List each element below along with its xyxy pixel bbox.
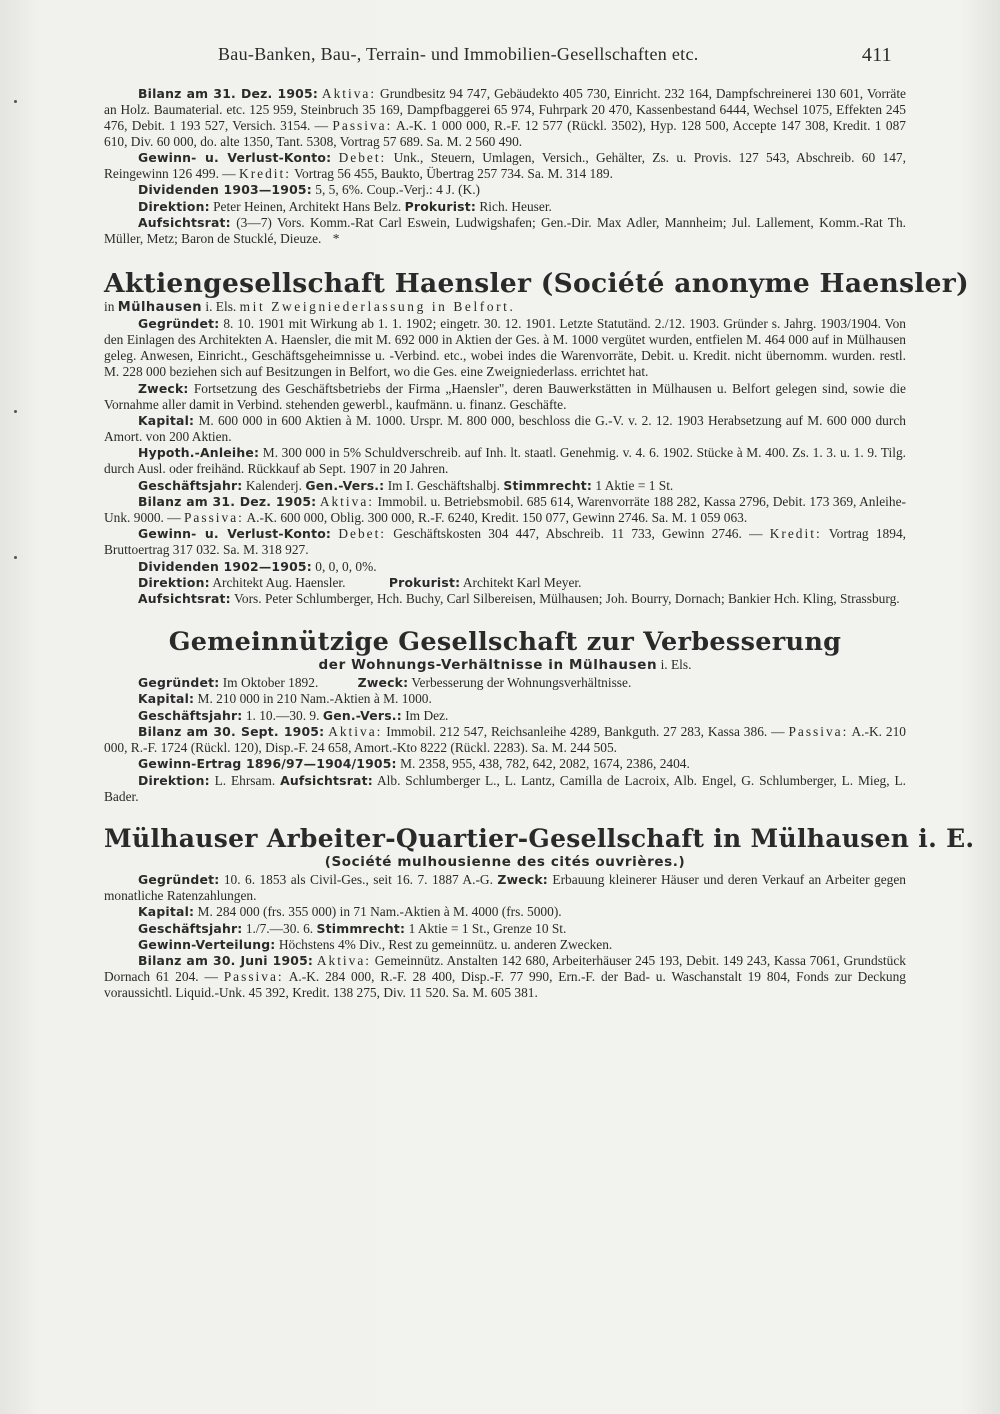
kapital-label: Kapital: bbox=[138, 412, 195, 428]
kapital-text: M. 210 000 in 210 Nam.-Aktien à M. 1000. bbox=[197, 691, 432, 707]
direktion-label: Direktion: bbox=[138, 574, 210, 590]
subtitle-in: in bbox=[104, 299, 115, 315]
entry-continuation bbox=[104, 86, 906, 247]
gewinnverteilung-paragraph bbox=[104, 937, 906, 953]
aktiva-text: Gemeinnütz. Anstalten 142 680, Arbeiterhäuser 245 193, Debit. 149 243, Kassa 7061, Grundstück Dornach 61 204. — bbox=[104, 953, 906, 985]
entry-gemeinnuetzige bbox=[104, 627, 906, 804]
direktion-text: Peter Heinen, Architekt Hans Belz. bbox=[213, 198, 402, 214]
subtitle-branch: mit Zweigniederlassung in Belfort. bbox=[239, 299, 516, 315]
stimmrecht-label: Stimmrecht: bbox=[316, 920, 406, 936]
asterisk-mark: * bbox=[332, 231, 340, 247]
zweck-label: Zweck: bbox=[138, 380, 189, 396]
dividenden-paragraph bbox=[104, 182, 906, 198]
genvers-text: Im Dez. bbox=[405, 707, 449, 723]
kapital-paragraph bbox=[104, 413, 906, 445]
aufsichtsrat-text: Alb. Schlumberger L., L. Lantz, Camilla de Lacroix, Alb. Engel, G. Schlumberger, L. Mieg, L. Bader. bbox=[104, 772, 906, 804]
geschaeftsjahr-label: Geschäftsjahr: bbox=[138, 920, 243, 936]
stimmrecht-text: 1 Aktie = 1 St., Grenze 10 St. bbox=[408, 920, 567, 936]
margin-speck bbox=[14, 556, 17, 559]
hypoth-label: Hypoth.-Anleihe: bbox=[138, 445, 260, 461]
page-body bbox=[104, 86, 975, 1002]
guv-label: Gewinn- u. Verlust-Konto: bbox=[138, 526, 332, 542]
gegruendet-label: Gegründet: bbox=[138, 674, 220, 690]
aktiva-label: Aktiva: bbox=[319, 493, 374, 509]
bilanz-paragraph bbox=[104, 494, 906, 526]
prokurist-text: Rich. Heuser. bbox=[479, 198, 552, 214]
company-title: Aktiengesellschaft Haensler (Société anonyme Haensler) bbox=[104, 268, 969, 300]
gegruendet-paragraph bbox=[104, 872, 906, 904]
zweck-label: Zweck: bbox=[497, 871, 548, 887]
aktiva-label: Aktiva: bbox=[316, 953, 371, 969]
passiva-text: A.-K. 1 000 000, R.-F. 12 577 (Rückl. 3502), Hyp. 128 500, Accepte 147 308, Kredit. 1 087 610, Div. 60 000, do. alte 1350, Tant. 5308, Vortrag 57 689. Sa. M. 2 560 490. bbox=[104, 117, 907, 149]
subtitle-bold: (Société mulhousienne des cités ouvrières.) bbox=[324, 854, 686, 871]
gegruendet-label: Gegründet: bbox=[138, 871, 220, 887]
genvers-text: Im I. Geschäftshalbj. bbox=[387, 477, 501, 493]
hypoth-text: M. 300 000 in 5% Schuldverschreib. auf Inh. lt. staatl. Genehmig. v. 4. 6. 1902. Stücke à M. 400. Zs. 1. 3. u. 1. 9. Tilg. durch Ausl. oder freihänd. Rückkauf ab Sept. 1907 in 20 Jahren. bbox=[104, 445, 906, 477]
dividenden-label: Dividenden 1902—1905: bbox=[138, 558, 312, 574]
aktiva-text: Immobil. u. Betriebsmobil. 685 614, Warenvorräte 188 282, Kassa 2796, Debit. 173 369, Anleihe-Unk. 9000. — bbox=[104, 493, 906, 525]
aufsichtsrat-label: Aufsichtsrat: bbox=[280, 772, 373, 788]
gegruendet-label: Gegründet: bbox=[138, 316, 220, 332]
aktiva-label: Aktiva: bbox=[328, 723, 383, 739]
dividenden-label: Dividenden 1903—1905: bbox=[138, 182, 312, 198]
passiva-text: A.-K. 210 000, R.-F. 1724 (Rückl. 120), Disp.-F. 24 658, Amort.-Kto 8222 (Rückl. 2283). Sa. M. 244 505. bbox=[104, 723, 906, 755]
page-number: 411 bbox=[861, 44, 892, 66]
passiva-label: Passiva: bbox=[183, 509, 244, 525]
genvers-label: Gen.-Vers.: bbox=[322, 707, 402, 723]
prokurist-text: Architekt Karl Meyer. bbox=[462, 574, 582, 590]
genvers-label: Gen.-Vers.: bbox=[305, 477, 385, 493]
gegruendet-text: Im Oktober 1892. bbox=[222, 674, 319, 690]
aufsichtsrat-text: (3—7) Vors. Komm.-Rat Carl Eswein, Ludwigshafen; Gen.-Dir. Max Adler, Mannheim; Jul. Lallement, Komm.-Rat Th. Müller, Metz; Baron de Stucklé, Dieuze. bbox=[104, 215, 906, 247]
margin-speck bbox=[14, 100, 17, 103]
passiva-label: Passiva: bbox=[788, 723, 849, 739]
geschaeftsjahr-text: 1./7.—30. 6. bbox=[245, 920, 314, 936]
geschaeftsjahr-paragraph bbox=[104, 708, 906, 724]
zweck-label: Zweck: bbox=[357, 674, 409, 690]
bilanz-label: Bilanz am 31. Dez. 1905: bbox=[138, 86, 318, 101]
subtitle-bold: der Wohnungs-Verhältnisse in Mülhausen bbox=[318, 657, 658, 674]
direktion-label: Direktion: bbox=[138, 198, 210, 214]
bilanz-label: Bilanz am 30. Juni 1905: bbox=[138, 953, 314, 969]
dividenden-paragraph bbox=[104, 559, 906, 575]
running-title: Bau-Banken, Bau-, Terrain- und Immobilien-Gesellschaften etc. bbox=[218, 44, 699, 64]
ertrag-text: M. 2358, 955, 438, 782, 642, 2082, 1674, 2386, 2404. bbox=[400, 756, 690, 772]
kredit-label: Kredit: bbox=[239, 166, 291, 182]
guv-label: Gewinn- u. Verlust-Konto: bbox=[138, 150, 332, 166]
prokurist-label: Prokurist: bbox=[404, 198, 477, 214]
direktion-text: L. Ehrsam. bbox=[214, 772, 276, 788]
bilanz-paragraph bbox=[104, 953, 906, 1001]
gewinnverteilung-label: Gewinn-Verteilung: bbox=[138, 936, 276, 952]
kapital-paragraph bbox=[104, 904, 906, 920]
margin-speck bbox=[14, 410, 17, 413]
dividenden-text: 0, 0, 0, 0%. bbox=[315, 558, 377, 574]
gegruendet-paragraph bbox=[104, 675, 906, 691]
debet-text: Geschäftskosten 304 447, Abschreib. 11 733, Gewinn 2746. — bbox=[393, 526, 763, 542]
aktiva-text: Immobil. 212 547, Reichsanleihe 4289, Bankguth. 27 283, Kassa 386. — bbox=[386, 723, 785, 739]
bilanz-paragraph bbox=[104, 86, 906, 150]
gegruendet-text: 8. 10. 1901 mit Wirkung ab 1. 1. 1902; eingetr. 30. 12. 1901. Letzte Statutänd. 2./12. 1903. Gründer s. Jahrg. 1903/1904. Von den Einlagen des Architekten A. Haensler, die mit M. 692 000 in Aktien der Ges. à M. 1000 vergütet wurden, entfielen M. 464 000 auf in Mülhausen geleg. Anwesen, Einricht., Geschäftsgeheimnisse u. -Verbind. etc., wobei indes die Warenvorräte, Debit. u. Kredit. nicht übernomm. wurden. restl. M. 228 000 beziehen sich auf Besitzungen in Belfort, wo die Ges. eine Zweigniederlass. errichtet hat. bbox=[104, 316, 906, 380]
bilanz-label: Bilanz am 30. Sept. 1905: bbox=[138, 723, 325, 739]
aktiva-label: Aktiva: bbox=[321, 86, 377, 101]
direktion-paragraph bbox=[104, 773, 906, 805]
direktion-label: Direktion: bbox=[138, 772, 210, 788]
aufsichtsrat-paragraph bbox=[104, 591, 906, 607]
company-subtitle bbox=[104, 299, 906, 316]
aufsichtsrat-label: Aufsichtsrat: bbox=[138, 591, 231, 607]
bilanz-label: Bilanz am 31. Dez. 1905: bbox=[138, 493, 317, 509]
kredit-label: Kredit: bbox=[769, 526, 822, 542]
aufsichtsrat-label: Aufsichtsrat: bbox=[138, 215, 231, 231]
company-title: Mülhauser Arbeiter-Quartier-Gesellschaft in Mülhausen i. E. bbox=[104, 824, 975, 854]
passiva-text: A.-K. 284 000, R.-F. 28 400, Disp.-F. 77 990, Ern.-F. der Bad- u. Waschanstalt 19 804, Fonds zur Deckung voraussichtl. Liquid.-Unk. 45 392, Kredit. 138 275, Div. 11 520. Sa. M. 605 381. bbox=[104, 969, 906, 1001]
geschaeftsjahr-paragraph bbox=[104, 478, 906, 494]
passiva-label: Passiva: bbox=[332, 117, 393, 133]
direktion-text: Architekt Aug. Haensler. bbox=[212, 574, 346, 590]
gegruendet-text: 10. 6. 1853 als Civil-Ges., seit 16. 7. 1887 A.-G. bbox=[223, 871, 493, 887]
geschaeftsjahr-paragraph bbox=[104, 921, 906, 937]
prokurist-label: Prokurist: bbox=[388, 574, 461, 590]
kapital-label: Kapital: bbox=[138, 904, 195, 920]
ertrag-paragraph bbox=[104, 756, 906, 772]
entry-haensler bbox=[104, 268, 969, 607]
company-title: Gemeinnützige Gesellschaft zur Verbesserung bbox=[168, 627, 842, 658]
zweck-paragraph bbox=[104, 381, 906, 413]
kapital-paragraph bbox=[104, 691, 906, 707]
debet-text: Unk., Steuern, Umlagen, Versich., Gehälter, Zs. u. Provis. 127 543, Abschreib. 60 147, Reingewinn 126 499. — bbox=[104, 150, 906, 182]
subtitle-rest: i. Els. bbox=[660, 657, 692, 673]
ertrag-label: Gewinn-Ertrag 1896/97—1904/1905: bbox=[138, 756, 397, 772]
stimmrecht-label: Stimmrecht: bbox=[503, 477, 593, 493]
geschaeftsjahr-label: Geschäftsjahr: bbox=[138, 477, 243, 493]
guv-paragraph bbox=[104, 526, 906, 558]
entry-muelhauser bbox=[104, 824, 975, 1001]
kapital-text: M. 600 000 in 600 Aktien à M. 1000. Urspr. M. 800 000, beschloss die G.-V. v. 2. 12. 1903 Herabsetzung auf M. 600 000 durch Amort. von 200 Aktien. bbox=[104, 412, 906, 444]
aufsichtsrat-paragraph bbox=[104, 215, 906, 247]
bilanz-paragraph bbox=[104, 724, 906, 756]
company-subtitle bbox=[104, 657, 906, 674]
geschaeftsjahr-label: Geschäftsjahr: bbox=[138, 707, 243, 723]
kapital-label: Kapital: bbox=[138, 691, 195, 707]
zweck-text: Fortsetzung des Geschäftsbetriebs der Firma „Haensler", deren Bauwerkstätten in Mülhausen u. Belfort gelegen sind, sowie die Vornahme aller damit in Verbind. stehenden gewerbl., kaufmänn. u. finanz. Geschäfte. bbox=[104, 380, 906, 412]
debet-label: Debet: bbox=[338, 150, 387, 166]
subtitle-city: Mülhausen bbox=[117, 300, 203, 316]
geschaeftsjahr-text: 1. 10.—30. 9. bbox=[245, 707, 320, 723]
dividenden-text: 5, 5, 6%. Coup.-Verj.: 4 J. (K.) bbox=[315, 182, 481, 198]
subtitle-rest: i. Els. bbox=[205, 299, 237, 315]
gegruendet-paragraph bbox=[104, 316, 906, 380]
aktiva-text: Grundbesitz 94 747, Gebäudekto 405 730, Einricht. 232 164, Dampfschreinerei 130 601, Vorräte an Holz. Baumaterial. etc. 125 959, Steinbruch 35 169, Dampfbaggerei 65 974, Fuhrpark 20 470, Kassenbestand 6444, Wechsel 1075, Effekten 245 476, Debit. 1 193 527, Versich. 3154. — bbox=[104, 86, 906, 133]
stimmrecht-text: 1 Aktie = 1 St. bbox=[595, 477, 674, 493]
direktion-paragraph bbox=[104, 199, 906, 215]
guv-paragraph bbox=[104, 150, 906, 182]
aufsichtsrat-text: Vors. Peter Schlumberger, Hch. Buchy, Carl Silbereisen, Mülhausen; Joh. Bourry, Dornach; Bankier Hch. Kling, Strassburg. bbox=[233, 591, 900, 607]
passiva-text: A.-K. 600 000, Oblig. 300 000, R.-F. 6240, Kredit. 150 077, Gewinn 2746. Sa. M. 1 059 063. bbox=[246, 509, 748, 525]
kredit-text: Vortrag 56 455, Baukto, Übertrag 257 734. Sa. M. 314 189. bbox=[294, 166, 613, 182]
geschaeftsjahr-text: Kalenderj. bbox=[245, 477, 302, 493]
kredit-text: Vortrag 1894, Bruttoertrag 317 032. Sa. M. 318 927. bbox=[104, 526, 906, 558]
passiva-label: Passiva: bbox=[223, 969, 284, 985]
gewinnverteilung-text: Höchstens 4% Div., Rest zu gemeinnütz. u. anderen Zwecken. bbox=[278, 936, 613, 952]
zweck-text: Erbauung kleinerer Häuser und deren Verkauf an Arbeiter gegen monatliche Ratenzahlungen. bbox=[104, 871, 906, 903]
direktion-paragraph bbox=[104, 575, 906, 591]
kapital-text: M. 284 000 (frs. 355 000) in 71 Nam.-Aktien à M. 4000 (frs. 5000). bbox=[197, 904, 562, 920]
company-subtitle bbox=[104, 854, 906, 871]
hypoth-paragraph bbox=[104, 445, 906, 477]
debet-label: Debet: bbox=[338, 526, 387, 542]
zweck-text: Verbesserung der Wohnungsverhältnisse. bbox=[411, 674, 632, 690]
